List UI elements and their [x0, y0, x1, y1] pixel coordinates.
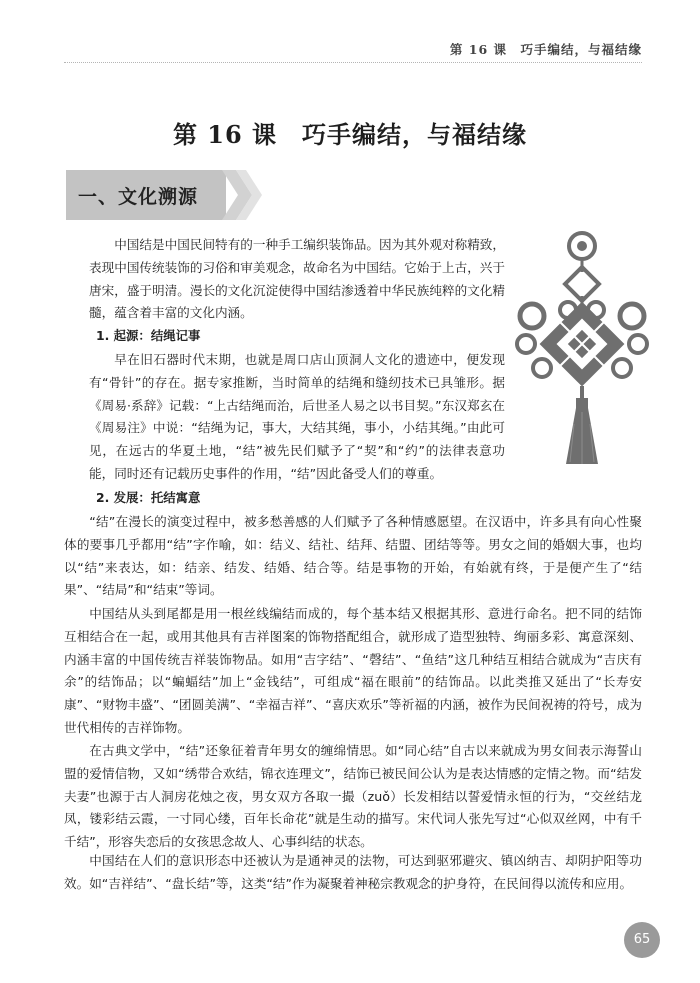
- running-head: 第 16 课 巧手编结，与福结缘: [449, 42, 642, 57]
- page-number-badge: 65: [624, 922, 660, 958]
- chinese-knot-icon: [512, 228, 652, 468]
- page-title: 第 16 课 巧手编结，与福结缘: [172, 120, 528, 149]
- development-paragraph-4: 中国结在人们的意识形态中还被认为是通神灵的法物，可达到驱邪避灾、镇凶纳吉、却阴护阳等功效。如“吉祥结”、“盘长结”等，这类“结”作为凝聚着神秘宗教观念的护身符，在民间得以流传和应用。: [64, 853, 642, 891]
- chevron-arrows-icon: [222, 170, 268, 220]
- header-divider: [64, 62, 642, 63]
- development-paragraph-2: 中国结从头到尾都是用一根丝线编结而成的，每个基本结又根据其形、意进行命名。把不同的结饰互相结合在一起，或用其他具有吉祥图案的饰物搭配组合，就形成了造型独特、绚丽多彩、寓意深刻、内涵丰富的中国传统吉祥装饰物品。如用“吉字结”、“磬结”、“鱼结”这几种结互相结合就成为“吉庆有余”的结饰品；以“蝙蝠结”加上“金钱结”，可组成“福在眼前”的结饰品。以此类推又延出了“长寿安康”、“财物丰盛”、“团圆美满”、“幸福吉祥”、“喜庆欢乐”等祈福的内涵，被作为民间祝祷的符号，成为世代相传的吉祥饰物。: [64, 606, 642, 735]
- intro-paragraph: 中国结是中国民间特有的一种手工编织装饰品。因为其外观对称精致，表现中国传统装饰的习俗和审美观念，故命名为中国结。它始于上古，兴于唐宋，盛于明清。漫长的文化沉淀使得中国结渗透着中华民族纯粹的文化精髓，蕴含着丰富的文化内涵。: [89, 237, 505, 321]
- origin-paragraph: 早在旧石器时代末期，也就是周口店山顶洞人文化的遗迹中，便发现有“骨针”的存在。据专家推断，当时简单的结绳和缝纫技术已具雏形。据《周易·系辞》记载：“上古结绳而治，后世圣人易之以书目契。”东汉郑玄在《周易注》中说：“结绳为记，事大，大结其绳，事小，小结其绳。”由此可见，在远古的华夏土地，“结”被先民们赋予了“契”和“约”的法律表意功能，同时还有记载历史事件的作用，“结”因此备受人们的尊重。: [89, 352, 505, 481]
- development-paragraph-3: 在古典文学中，“结”还象征着青年男女的缠绵情思。如“同心结”自古以来就成为男女间表示海誓山盟的爱情信物，又如“绣带合欢结，锦衣连理文”，结饰已被民间公认为是表达情感的定情之物。而“结发夫妻”也源于古人洞房花烛之夜，男女双方各取一撮（zuǒ）长发相结以誓爱情永恒的行为，“交丝结龙凤，镂彩结云霞，一寸同心缕，百年长命花”就是生动的描写。宋代词人张先写过“心似双丝网，中有千千结”，形容失恋后的女孩思念故人、心事纠结的状态。: [64, 743, 642, 850]
- development-paragraph-1: “结”在漫长的演变过程中，被多愁善感的人们赋予了各种情感愿望。在汉语中，许多具有向心性聚体的要事几乎都用“结”字作喻，如：结义、结社、结拜、结盟、团结等等。男女之间的婚姻大事，也均以“结”来表达，如：结亲、结发、结婚、结合等。结是事物的开始，有始就有终，于是便产生了“结果”、“结局”和“结束”等词。: [64, 514, 642, 598]
- section-heading: 一、文化溯源: [78, 186, 199, 208]
- subheading-development: 2. 发展：托结寓意: [96, 490, 201, 505]
- section-banner: [66, 170, 266, 220]
- subheading-origin: 1. 起源：结绳记事: [96, 328, 201, 343]
